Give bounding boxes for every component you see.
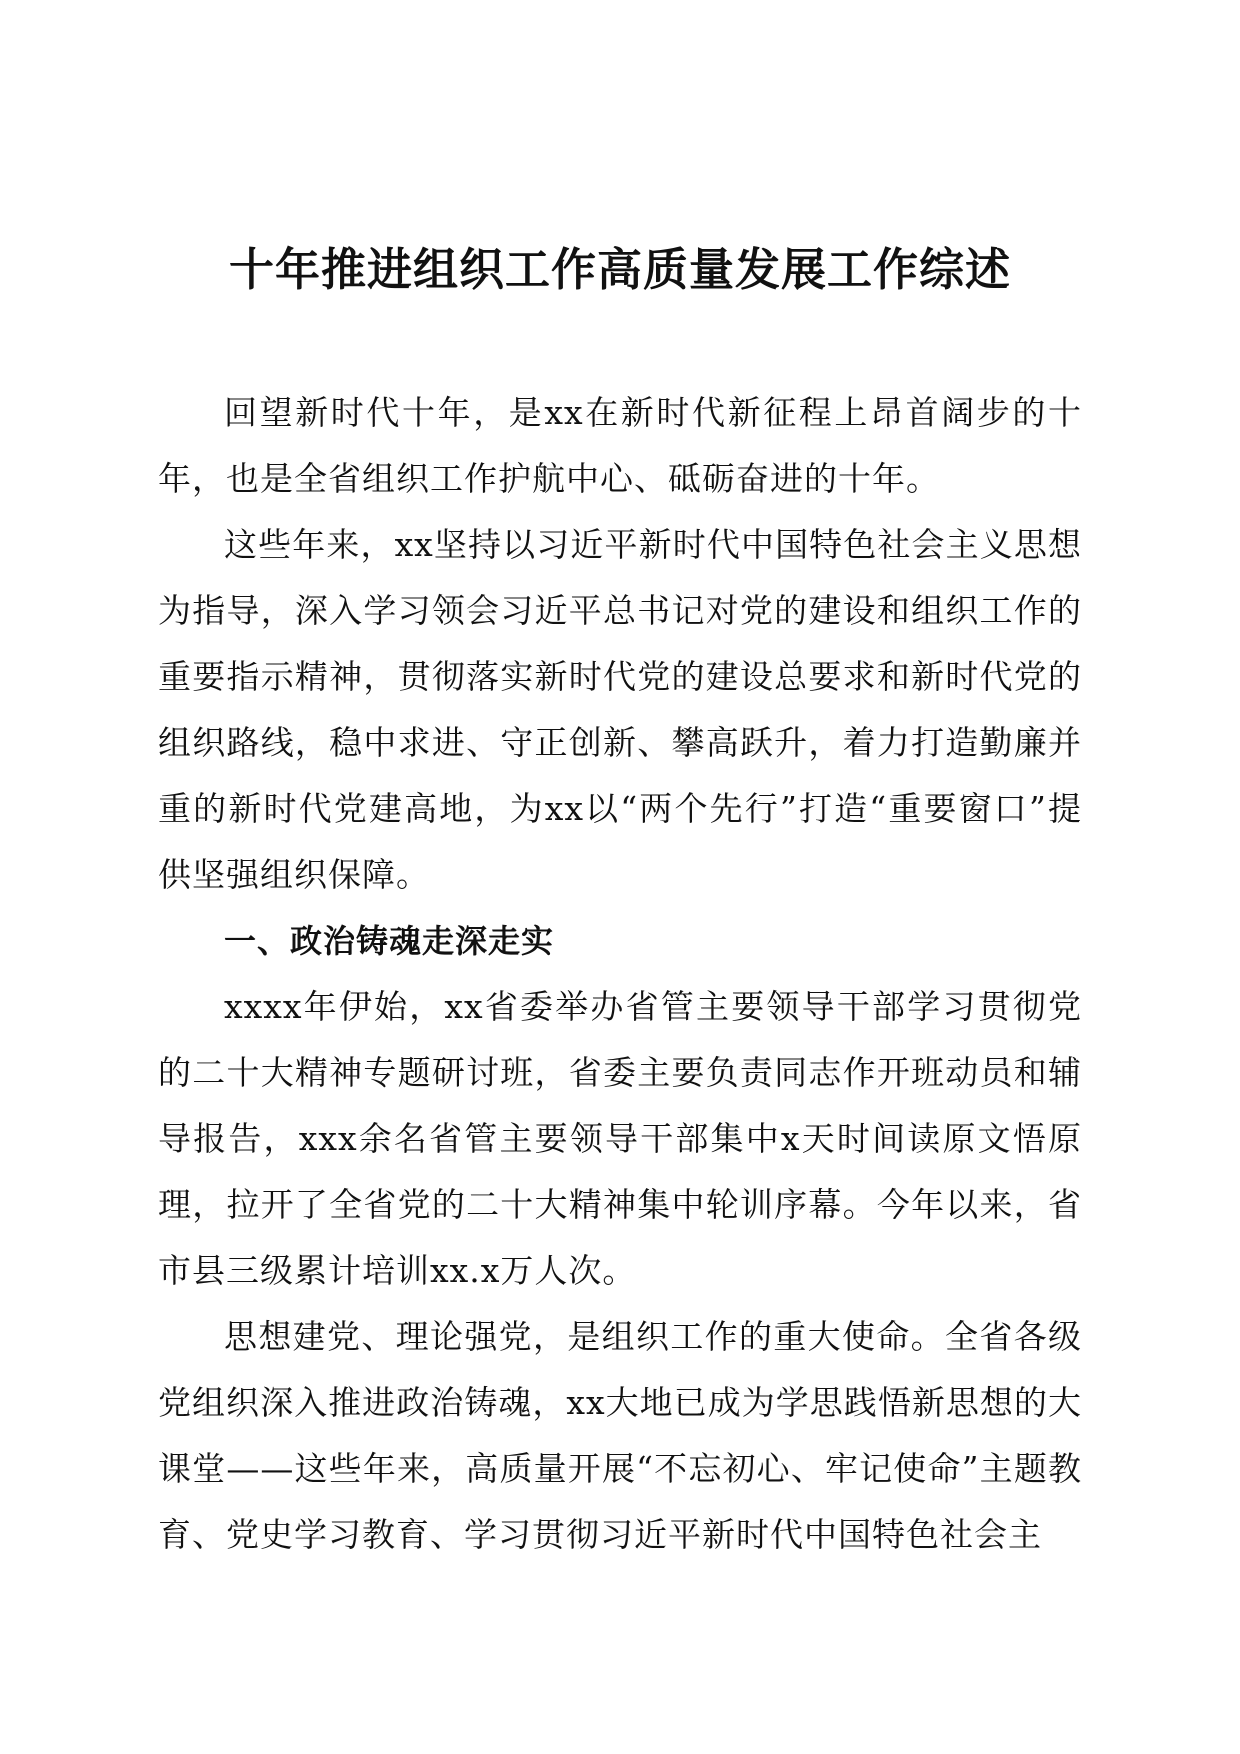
intro-paragraph-1: 回望新时代十年，是xx在新时代新征程上昂首阔步的十年，也是全省组织工作护航中心、砥砺奋进的十年。 xyxy=(158,393,1082,498)
document-title: 十年推进组织工作高质量发展工作综述 xyxy=(228,243,1011,296)
section1-paragraph-1: xxxx年伊始，xx省委举办省管主要领导干部学习贯彻党的二十大精神专题研讨班，省委主要负责同志作开班动员和辅导报告，xxx余名省管主要领导干部集中x天时间读原文悟原理，拉开了全省党的二十大精神集中轮训序幕。今年以来，省市县三级累计培训xx.x万人次。 xyxy=(158,987,1082,1290)
section-heading-1: 一、政治铸魂走深走实 xyxy=(224,922,555,960)
section1-paragraph-2: 思想建党、理论强党，是组织工作的重大使命。全省各级党组织深入推进政治铸魂，xx大地已成为学思践悟新思想的大课堂——这些年来，高质量开展“不忘初心、牢记使命”主题教育、党史学习教育、学习贯彻习近平新时代中国特色社会主 xyxy=(158,1317,1082,1554)
intro-paragraph-2: 这些年来，xx坚持以习近平新时代中国特色社会主义思想为指导，深入学习领会习近平总书记对党的建设和组织工作的重要指示精神，贯彻落实新时代党的建设总要求和新时代党的组织路线，稳中求进、守正创新、攀高跃升，着力打造勤廉并重的新时代党建高地，为xx以“两个先行”打造“重要窗口”提供坚强组织保障。 xyxy=(158,525,1082,894)
document-body xyxy=(158,380,1082,1568)
